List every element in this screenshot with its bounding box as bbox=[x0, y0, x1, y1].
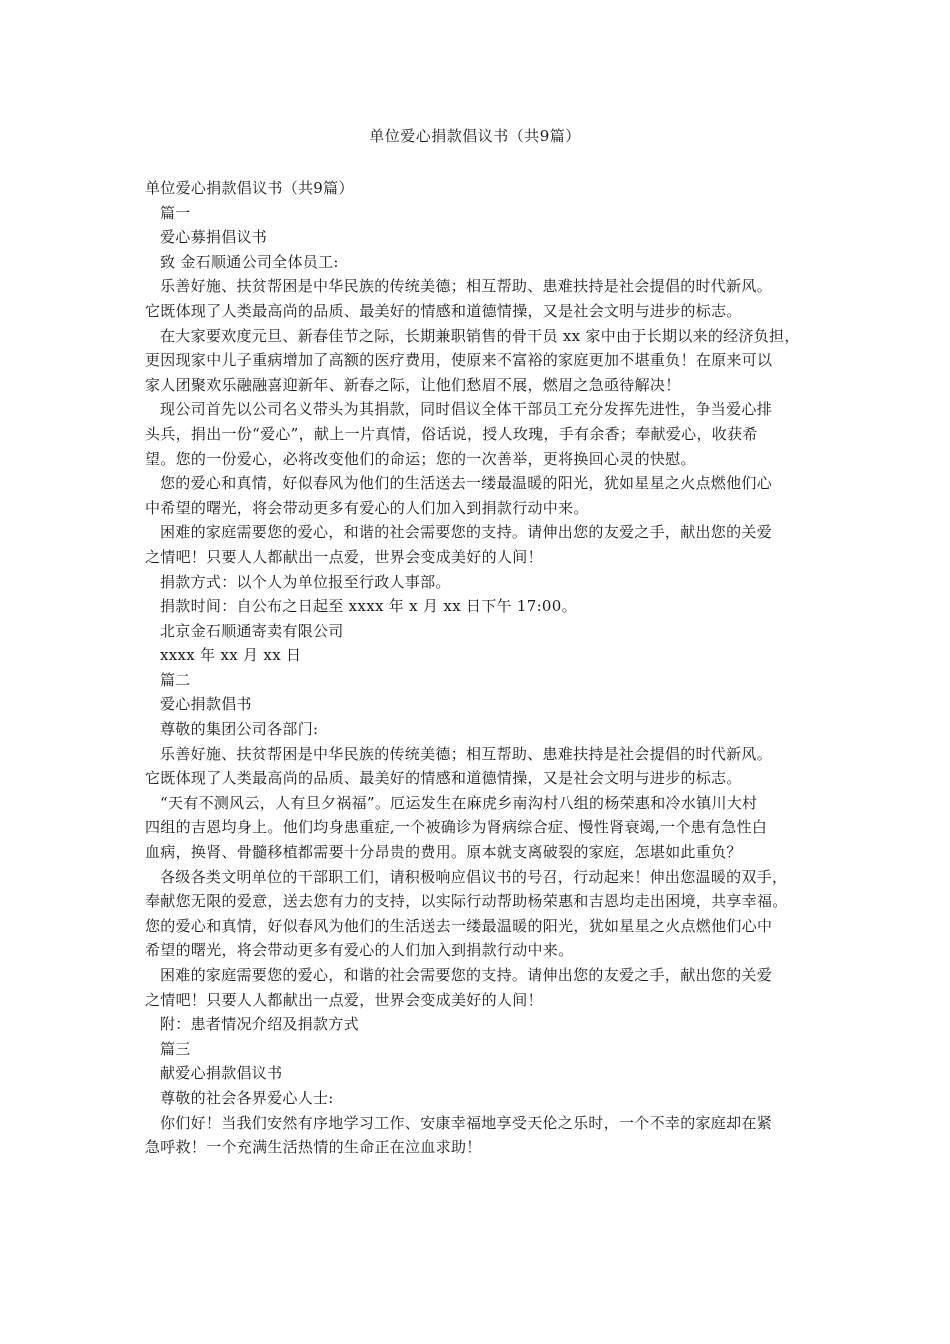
text-line: 血病，换肾、骨髓移植都需要十分昂贵的费用。原本就支离破裂的家庭，怎堪如此重负？ bbox=[145, 843, 742, 862]
text-line: 希望的曙光，将会带动更多有爱心的人们加入到捐款行动中来。 bbox=[145, 941, 574, 960]
text-line: 你们好！当我们安然有序地学习工作、安康幸福地享受天伦之乐时，一个不幸的家庭却在紧 bbox=[160, 1113, 773, 1132]
donation-time: 捐款时间：自公布之日起至 xxxx 年 x 月 xx 日下午 17:00。 bbox=[160, 597, 577, 616]
text-line: 更因现家中儿子重病增加了高额的医疗费用，使原来不富裕的家庭更加不堪重负！在原来可以 bbox=[145, 351, 773, 370]
attachment-note: 附：患者情况介绍及捐款方式 bbox=[160, 1015, 359, 1034]
text-line: 困难的家庭需要您的爱心，和谐的社会需要您的支持。请伸出您的友爱之手，献出您的关爱 bbox=[160, 966, 773, 984]
text-line: 四组的吉恩均身上。他们均身患重症,一个被确诊为肾病综合症、慢性肾衰竭,一个患有急性白 bbox=[145, 818, 768, 837]
section-label: 篇三 bbox=[160, 1039, 191, 1058]
text-line: 乐善好施、扶贫帮困是中华民族的传统美德；相互帮助、患难扶持是社会提倡的时代新风。 bbox=[160, 744, 773, 763]
text-line: 之情吧！只要人人都献出一点爱，世界会变成美好的人间！ bbox=[145, 990, 543, 1009]
text-line: 急呼救！一个充满生活热情的生命正在泣血求助！ bbox=[145, 1138, 482, 1157]
text-line: 乐善好施、扶贫帮困是中华民族的传统美德；相互帮助、患难扶持是社会提倡的时代新风。 bbox=[160, 277, 773, 296]
text-line: 它既体现了人类最高尚的品质、最美好的情感和道德情操，又是社会文明与进步的标志。 bbox=[145, 769, 742, 788]
text-line: 在大家要欢度元旦、新春佳节之际，长期兼职销售的骨干员 xx 家中由于长期以来的经济负担， bbox=[160, 326, 800, 345]
salutation: 致 金石顺通公司全体员工: bbox=[160, 252, 339, 271]
heading-line: 单位爱心捐款倡议书（共9篇） bbox=[145, 179, 354, 197]
signature-date: xxxx 年 xx 月 xx 日 bbox=[160, 646, 302, 665]
text-line: 家人团聚欢乐融融喜迎新年、新春之际，让他们愁眉不展，燃眉之急亟待解决！ bbox=[145, 375, 681, 394]
text-line: 之情吧！只要人人都献出一点爱，世界会变成美好的人间！ bbox=[145, 547, 543, 566]
text-line: 中希望的曙光，将会带动更多有爱心的人们加入到捐款行动中来。 bbox=[145, 498, 589, 517]
section-title: 爱心捐款倡书 bbox=[160, 695, 252, 714]
text-line: 头兵，捐出一份“爱心”，献上一片真情，俗话说，授人玫瑰，手有余香；奉献爱心，收获希 bbox=[145, 424, 758, 443]
text-line: 各级各类文明单位的干部职工们，请积极响应倡议书的号召，行动起来！伸出您温暖的双手， bbox=[160, 867, 788, 886]
section-title: 爱心募捐倡议书 bbox=[160, 228, 268, 247]
text-line: 困难的家庭需要您的爱心，和谐的社会需要您的支持。请伸出您的友爱之手，献出您的关爱 bbox=[160, 523, 773, 542]
salutation: 尊敬的社会各界爱心人士: bbox=[160, 1088, 334, 1107]
text-line: 现公司首先以公司名义带头为其捐款，同时倡议全体干部员工充分发挥先进性，争当爱心排 bbox=[160, 400, 773, 419]
text-line: 它既体现了人类最高尚的品质、最美好的情感和道德情操，又是社会文明与进步的标志。 bbox=[145, 301, 742, 320]
text-line: “天有不测风云，人有旦夕祸福”。厄运发生在麻虎乡南沟村八组的杨荣惠和冷水镇川大村 bbox=[160, 793, 758, 812]
donation-method: 捐款方式：以个人为单位报至行政人事部。 bbox=[160, 572, 451, 591]
page-title: 单位爱心捐款倡议书（共9篇） bbox=[369, 127, 581, 145]
text-line: 奉献您无限的爱意，送去您有力的支持，以实际行动帮助杨荣惠和吉恩均走出困境，共享幸福。 bbox=[145, 892, 788, 911]
document-body bbox=[145, 176, 810, 1160]
section-label: 篇一 bbox=[160, 203, 191, 222]
text-line: 望。您的一份爱心，必将改变他们的命运；您的一次善举，更将换回心灵的快慰。 bbox=[145, 449, 696, 468]
text-line: 您的爱心和真情，好似春风为他们的生活送去一缕最温暖的阳光，犹如星星之火点燃他们心 bbox=[160, 474, 773, 493]
signature-company: 北京金石顺通寄卖有限公司 bbox=[160, 621, 344, 640]
salutation: 尊敬的集团公司各部门: bbox=[160, 720, 319, 739]
section-label: 篇二 bbox=[160, 670, 191, 689]
text-line: 您的爱心和真情，好似春风为他们的生活送去一缕最温暖的阳光，犹如星星之火点燃他们心中 bbox=[145, 916, 773, 935]
section-title: 献爱心捐款倡议书 bbox=[160, 1064, 283, 1083]
